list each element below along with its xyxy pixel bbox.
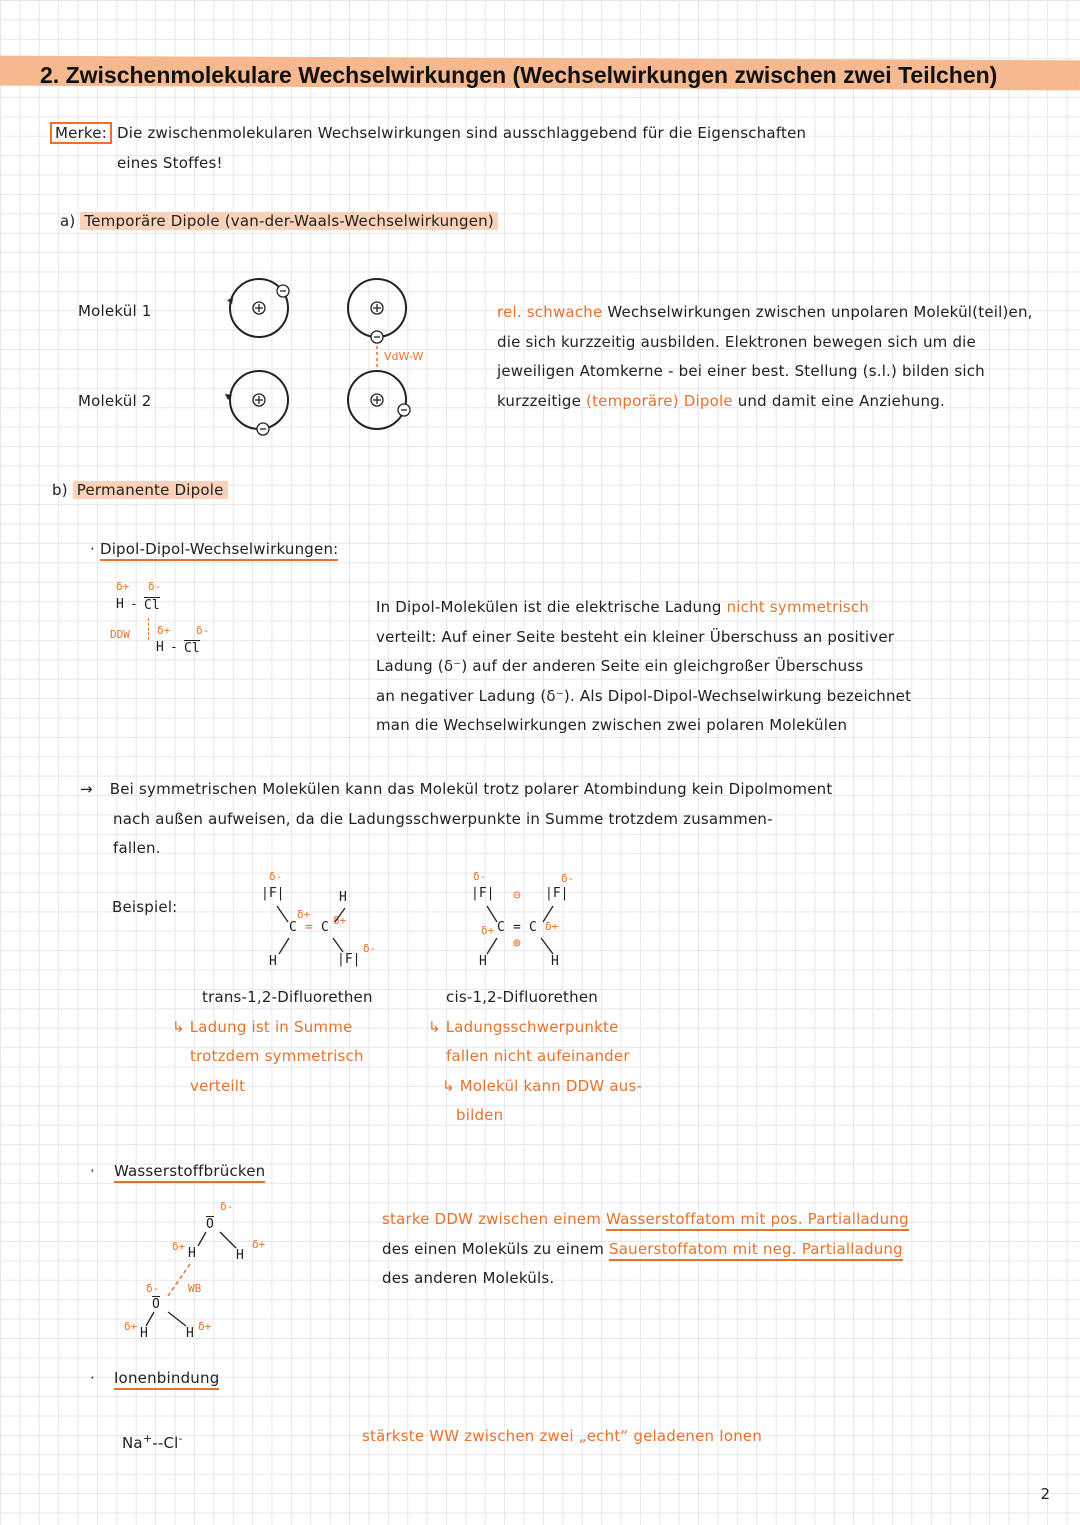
cis-note1: ↳ Ladungsschwerpunkte xyxy=(428,1017,619,1036)
section-a-title: Temporäre Dipole (van-der-Waals-Wechselwirkungen) xyxy=(80,212,497,230)
trans-bond-lines xyxy=(255,870,385,975)
h-atom-2: H xyxy=(156,640,164,655)
dipol-line3: Ladung (δ⁻) auf der anderen Seite ein gleichgroßer Überschuss xyxy=(376,657,864,675)
h-atom-1: H xyxy=(116,597,124,612)
atom-2a xyxy=(225,371,288,435)
ionic-line-a: stärkste WW zwischen zwei xyxy=(362,1427,574,1445)
ionic-bullet: · xyxy=(90,1369,95,1387)
cis-name: cis-1,2-Difluorethen xyxy=(446,988,598,1006)
delta-minus-1: δ- xyxy=(148,580,162,593)
ddw-dashed-line xyxy=(148,618,149,640)
atom-2b xyxy=(348,371,410,429)
oxygen-2: O xyxy=(152,1297,160,1312)
cis-structure: δ- δ- |F| ⊖ |F| δ+ C = C δ+ ⊕ H H xyxy=(465,870,605,975)
dipol-bullet: · xyxy=(90,540,95,558)
molecule-1-label: Molekül 1 xyxy=(78,302,152,320)
ionic-title: Ionenbindung xyxy=(114,1369,220,1390)
section-a-line1: Wechselwirkungen zwischen unpolaren Molekül(teil)en, xyxy=(607,303,1033,321)
trans-note1: ↳ Ladung ist in Summe xyxy=(172,1017,353,1036)
cis-c-2: C xyxy=(529,920,537,935)
bond-2: - xyxy=(170,640,178,655)
wb-label: WB xyxy=(188,1282,202,1295)
water-bond-lines xyxy=(120,1200,280,1350)
section-a-line4d: und damit eine Anziehung. xyxy=(737,391,945,410)
merke-line2: eines Stoffes! xyxy=(117,153,223,172)
trans-notes xyxy=(172,983,422,1101)
trans-h-1: H xyxy=(339,890,347,905)
dipol-heading xyxy=(90,535,338,565)
trans-double-bond: = xyxy=(305,920,313,935)
dipol-line4: an negativer Ladung (δ⁻). Als Dipol-Dipol-Wechselwirkung bezeichnet xyxy=(376,686,912,705)
trans-note3: verteilt xyxy=(190,1076,246,1095)
trans-c-1: C xyxy=(289,920,297,935)
merke-label: Merke: xyxy=(50,122,112,144)
symmetric-line1: Bei symmetrischen Molekülen kann das Molekül trotz polarer Atombindung kein Dipolmoment xyxy=(109,780,833,798)
sodium: Na xyxy=(122,1434,143,1452)
trans-name: trans-1,2-Difluorethen xyxy=(202,988,373,1006)
dipol-text xyxy=(376,593,1036,741)
not-symmetric: nicht symmetrisch xyxy=(726,598,870,616)
delta-plus-1: δ+ xyxy=(116,580,130,593)
page-number: 2 xyxy=(1040,1485,1050,1503)
cis-note4: bilden xyxy=(456,1106,504,1124)
section-a-line4a: kurzzeitige xyxy=(497,391,582,410)
section-a-heading xyxy=(60,207,498,237)
section-a-dipole: Dipole xyxy=(683,391,733,410)
hbond-line3: des anderen Moleküls. xyxy=(382,1269,555,1287)
hbond-bullet: · xyxy=(90,1162,95,1180)
nacl-formula xyxy=(122,1424,183,1458)
trans-note2: trotzdem symmetrisch xyxy=(190,1047,364,1065)
merke-line1: Die zwischenmolekularen Wechselwirkungen sind ausschlaggebend für die Eigenschaften xyxy=(116,124,807,142)
hydrogen-2: H xyxy=(236,1248,244,1263)
trans-f-1: |F| xyxy=(261,886,285,901)
cis-note3: ↳ Molekül kann DDW aus- xyxy=(442,1076,643,1095)
ionic-line-b: „echt“ xyxy=(578,1427,629,1445)
molecule-2-label: Molekül 2 xyxy=(78,392,152,410)
section-b-heading xyxy=(52,476,228,506)
cis-notes xyxy=(428,983,708,1131)
cl-charge: - xyxy=(178,1432,183,1445)
page-title: 2. Zwischenmolekulare Wechselwirkungen (Wechselwirkungen zwischen zwei Teilchen) xyxy=(40,62,998,88)
hydrogen-4: H xyxy=(186,1326,194,1341)
delta-plus-2: δ+ xyxy=(157,624,171,637)
merke-block xyxy=(50,119,930,178)
trans-structure: δ- |F| H C = C δ+ δ+ H |F| δ- xyxy=(255,870,385,975)
trans-f-2: |F| xyxy=(337,952,361,967)
hbond-heading xyxy=(90,1157,265,1187)
trans-h-2: H xyxy=(269,954,277,969)
chloride: Cl xyxy=(163,1434,179,1452)
hbond-line2a: des einen Moleküls zu einem xyxy=(382,1239,605,1258)
hbond-line1a: starke DDW zwischen einem xyxy=(382,1210,602,1228)
bond-1: - xyxy=(130,597,138,612)
cl-atom-2: Cl xyxy=(184,641,200,656)
na-charge: + xyxy=(142,1432,153,1445)
cis-f-2: |F| xyxy=(545,886,569,901)
water-dimer-diagram: δ- O δ+ H H δ+ δ- WB O δ+ H H δ+ xyxy=(120,1200,280,1350)
dipol-title: Dipol-Dipol-Wechselwirkungen: xyxy=(100,540,338,561)
cl-atom-1: Cl xyxy=(144,598,160,613)
delta-minus-2: δ- xyxy=(196,624,210,637)
dipol-line2: verteilt: Auf einer Seite besteht ein kleiner Überschuss an positiver xyxy=(376,627,895,646)
hbond-title: Wasserstoffbrücken xyxy=(114,1162,265,1183)
ionic-text xyxy=(362,1422,762,1452)
ddw-label: DDW xyxy=(110,628,130,641)
weak-label: rel. schwache xyxy=(497,303,603,321)
trans-c-2: C xyxy=(321,920,329,935)
ionic-heading xyxy=(90,1364,219,1394)
section-a-temporary: (temporäre) xyxy=(586,391,679,410)
hbond-hydrogen: Wasserstoffatom mit pos. Partialladung xyxy=(606,1210,909,1231)
symmetric-line3: fallen. xyxy=(113,839,161,857)
hcl-diagram xyxy=(110,580,230,680)
section-a-prefix: a) xyxy=(60,212,76,230)
cis-h-1: H xyxy=(479,954,487,969)
section-b-title: Permanente Dipole xyxy=(73,481,228,499)
atom-1a xyxy=(227,279,289,337)
atom-1b xyxy=(348,279,406,343)
symmetric-text xyxy=(80,775,1040,864)
cis-f-1: |F| xyxy=(471,886,495,901)
oxygen-1: O xyxy=(206,1217,214,1232)
arrow-icon: → xyxy=(80,780,93,798)
section-a-line3: jeweiligen Atomkerne - bei einer best. Stellung (s.l.) bilden sich xyxy=(497,362,985,380)
section-a-text xyxy=(497,298,1057,416)
cis-bond-lines xyxy=(465,870,605,975)
dipol-line5: man die Wechselwirkungen zwischen zwei polaren Molekülen xyxy=(376,716,848,734)
dipol-line1a: In Dipol-Molekülen ist die elektrische Ladung xyxy=(376,598,722,616)
hbond-text xyxy=(382,1205,1042,1294)
hbond-oxygen: Sauerstoffatom mit neg. Partialladung xyxy=(609,1240,903,1261)
hydrogen-3: H xyxy=(140,1326,148,1341)
beispiel-label: Beispiel: xyxy=(112,898,178,916)
ionic-bond: -- xyxy=(152,1434,164,1452)
symmetric-line2: nach außen aufweisen, da die Ladungsschwerpunkte in Summe trotzdem zusammen- xyxy=(113,809,773,828)
cis-note2: fallen nicht aufeinander xyxy=(446,1047,630,1065)
ionic-line-c: geladenen Ionen xyxy=(633,1427,763,1445)
cis-double-bond: = xyxy=(513,920,521,935)
section-a-line2: die sich kurzzeitig ausbilden. Elektronen bewegen sich um die xyxy=(497,332,976,351)
cis-h-2: H xyxy=(551,954,559,969)
cis-c-1: C xyxy=(497,920,505,935)
vdw-label: VdW-W xyxy=(384,350,424,363)
hydrogen-1: H xyxy=(188,1246,196,1261)
section-b-prefix: b) xyxy=(52,481,68,499)
